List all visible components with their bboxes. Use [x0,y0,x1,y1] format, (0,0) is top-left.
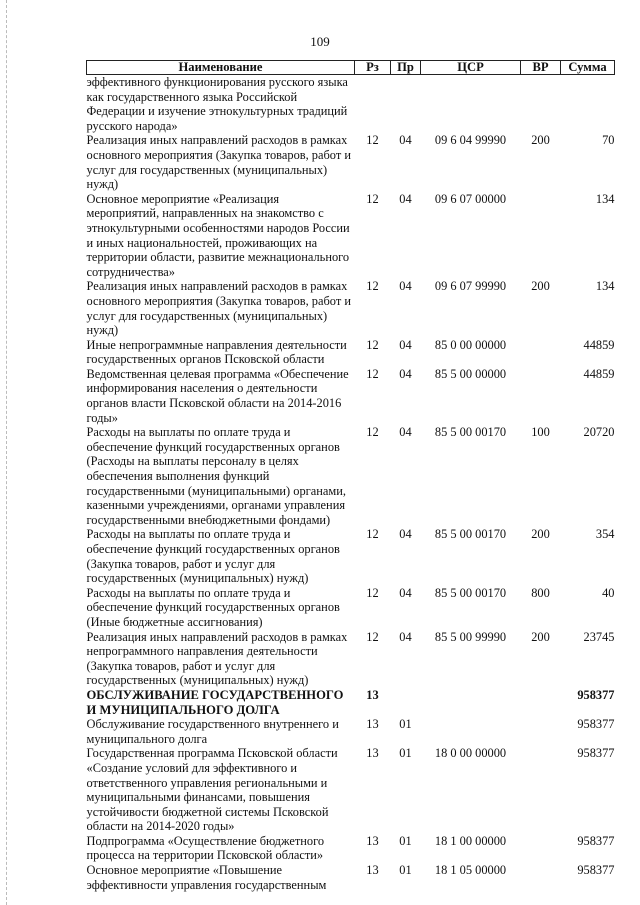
cell-sum: 958377 [577,717,615,732]
cell-name: Государственная программа Псковской области «Создание условий для эффективного и ответственного управления региональными и муниципальными финансами, повышения устойчивости бюджетной системы Псковской области на 2014-2020 годы» [86,746,338,834]
cell-rz: 12 [366,337,379,352]
cell-csr: 09 6 04 99990 [434,133,507,148]
cell-pr: 04 [399,366,412,381]
cell-name: эффективного функционирования русского языка как государственного языка Российской Федерации и изучение этнокультурных традиций русского народа» [86,75,348,133]
cell-csr: 85 0 00 00000 [434,337,507,352]
table-row [87,834,615,863]
cell-csr: 85 5 00 99990 [434,629,507,644]
cell-sum: 40 [602,585,615,600]
cell-name: Иные непрограммные направления деятельности государственных органов Псковской области [86,337,347,367]
page-number: 109 [310,34,330,49]
cell-sum: 44859 [583,366,615,381]
header-vr: ВР [521,61,561,75]
cell-rz: 12 [366,585,379,600]
cell-pr: 01 [399,833,412,848]
cell-vr: 800 [531,585,550,600]
scan-edge [6,0,8,905]
cell-pr: 04 [399,133,412,148]
cell-name: Реализация иных направлений расходов в рамках основного мероприятия (Закупка товаров, работ и услуг для государственных (муниципальных) нужд) [86,133,351,192]
cell-rz: 12 [366,133,379,148]
cell-rz: 12 [366,191,379,206]
cell-csr [421,717,521,746]
cell-sum: 23745 [583,629,615,644]
cell-csr: 85 5 00 00170 [434,527,507,542]
cell-sum: 958377 [577,833,615,848]
cell-vr [521,192,561,280]
cell-rz: 12 [366,366,379,381]
table-row [87,746,615,834]
cell-csr: 09 6 07 00000 [434,191,507,206]
header-rz: Рз [355,61,391,75]
cell-vr: 200 [531,629,550,644]
cell-rz: 12 [366,279,379,294]
cell-pr: 01 [399,746,412,761]
cell-pr: 04 [399,425,412,440]
cell-pr: 04 [399,279,412,294]
cell-vr [521,367,561,425]
cell-rz: 12 [366,425,379,440]
cell-name: ОБСЛУЖИВАНИЕ ГОСУДАРСТВЕННОГО И МУНИЦИПАЛЬНОГО ДОЛГА [86,687,344,717]
cell-csr: 85 5 00 00000 [434,366,507,381]
table-body [87,75,615,893]
cell-sum: 354 [595,527,615,542]
cell-vr: 200 [531,279,550,294]
table-row [87,75,615,134]
cell-csr [421,688,521,717]
cell-vr [521,834,561,863]
table-row [87,688,615,717]
cell-sum: 958377 [577,687,615,702]
table-row [87,630,615,688]
cell-rz: 13 [366,746,379,761]
cell-name: Ведомственная целевая программа «Обеспечение информирования населения о деятельности органов власти Псковской области на 2014-2016 годы» [86,366,349,425]
cell-sum: 958377 [577,863,615,878]
cell-rz: 13 [366,833,379,848]
cell-pr: 01 [399,863,412,878]
cell-name: Расходы на выплаты по оплате труда и обеспечение функций государственных органов (Закупка товаров, работ и услуг для государственных (муниципальных) нужд) [86,527,340,586]
cell-sum: 20720 [583,425,615,440]
cell-vr [521,863,561,892]
cell-name: Основное мероприятие «Повышение эффективности управления государственным [86,863,327,892]
cell-vr: 200 [531,133,550,148]
cell-name: Реализация иных направлений расходов в рамках непрограммного направления деятельности (Закупка товаров, работ и услуг для государственных (муниципальных) нужд) [86,629,348,688]
cell-sum: 134 [595,191,615,206]
cell-vr [521,717,561,746]
cell-sum [561,75,615,134]
table-row [87,425,615,527]
table-header-row [87,61,615,75]
table-row [87,863,615,892]
cell-csr: 18 1 05 00000 [434,863,507,878]
cell-pr [391,688,421,717]
table-row [87,717,615,746]
cell-csr: 85 5 00 00170 [434,425,507,440]
cell-vr: 100 [531,425,550,440]
cell-sum: 134 [595,279,615,294]
cell-rz [355,75,391,134]
cell-csr: 18 0 00 00000 [434,746,507,761]
cell-sum: 44859 [583,337,615,352]
cell-vr [521,688,561,717]
table-row [87,527,615,585]
cell-vr [521,746,561,834]
cell-rz: 13 [366,687,379,702]
cell-vr [521,75,561,134]
table-row [87,133,615,191]
table-row [87,338,615,367]
cell-vr [521,338,561,367]
table-row [87,279,615,337]
cell-vr: 200 [531,527,550,542]
cell-name: Обслуживание государственного внутреннего и муниципального долга [86,717,339,746]
header-csr: ЦСР [421,61,521,75]
cell-pr: 04 [399,527,412,542]
cell-rz: 12 [366,629,379,644]
cell-name: Реализация иных направлений расходов в рамках основного мероприятия (Закупка товаров, работ и услуг для государственных (муниципальных) нужд) [86,279,351,338]
cell-csr: 18 1 00 00000 [434,833,507,848]
cell-rz: 13 [366,717,379,732]
cell-name: Расходы на выплаты по оплате труда и обеспечение функций государственных органов (Расходы на выплаты персоналу в целях обеспечения выполнения функций государственными (муниципальными) органами, казенными учреждениями, органами управления государственными внебюджетными фондами) [86,425,346,527]
cell-sum: 70 [602,133,615,148]
cell-rz: 13 [366,863,379,878]
cell-sum: 958377 [577,746,615,761]
table-row [87,367,615,425]
cell-csr: 09 6 07 99990 [434,279,507,294]
cell-pr: 04 [399,629,412,644]
cell-pr: 01 [399,717,412,732]
cell-name: Подпрограмма «Осуществление бюджетного процесса на территории Псковской области» [86,833,325,863]
cell-name: Расходы на выплаты по оплате труда и обеспечение функций государственных органов (Иные бюджетные ассигнования) [86,585,340,629]
cell-pr: 04 [399,585,412,600]
cell-pr: 04 [399,337,412,352]
header-sum: Сумма [561,61,615,75]
cell-csr [421,75,521,134]
table-row [87,586,615,630]
cell-name: Основное мероприятие «Реализация мероприятий, направленных на знакомство с этнокультурными особенностями народов России и иных национальностей, проживающих на территории области, развитие межнационального сотрудничества» [86,191,350,279]
header-name: Наименование [87,61,355,75]
cell-rz: 12 [366,527,379,542]
table-row [87,192,615,280]
header-pr: Пр [391,61,421,75]
budget-table [86,60,615,892]
cell-pr [391,75,421,134]
cell-csr: 85 5 00 00170 [434,585,507,600]
cell-pr: 04 [399,191,412,206]
